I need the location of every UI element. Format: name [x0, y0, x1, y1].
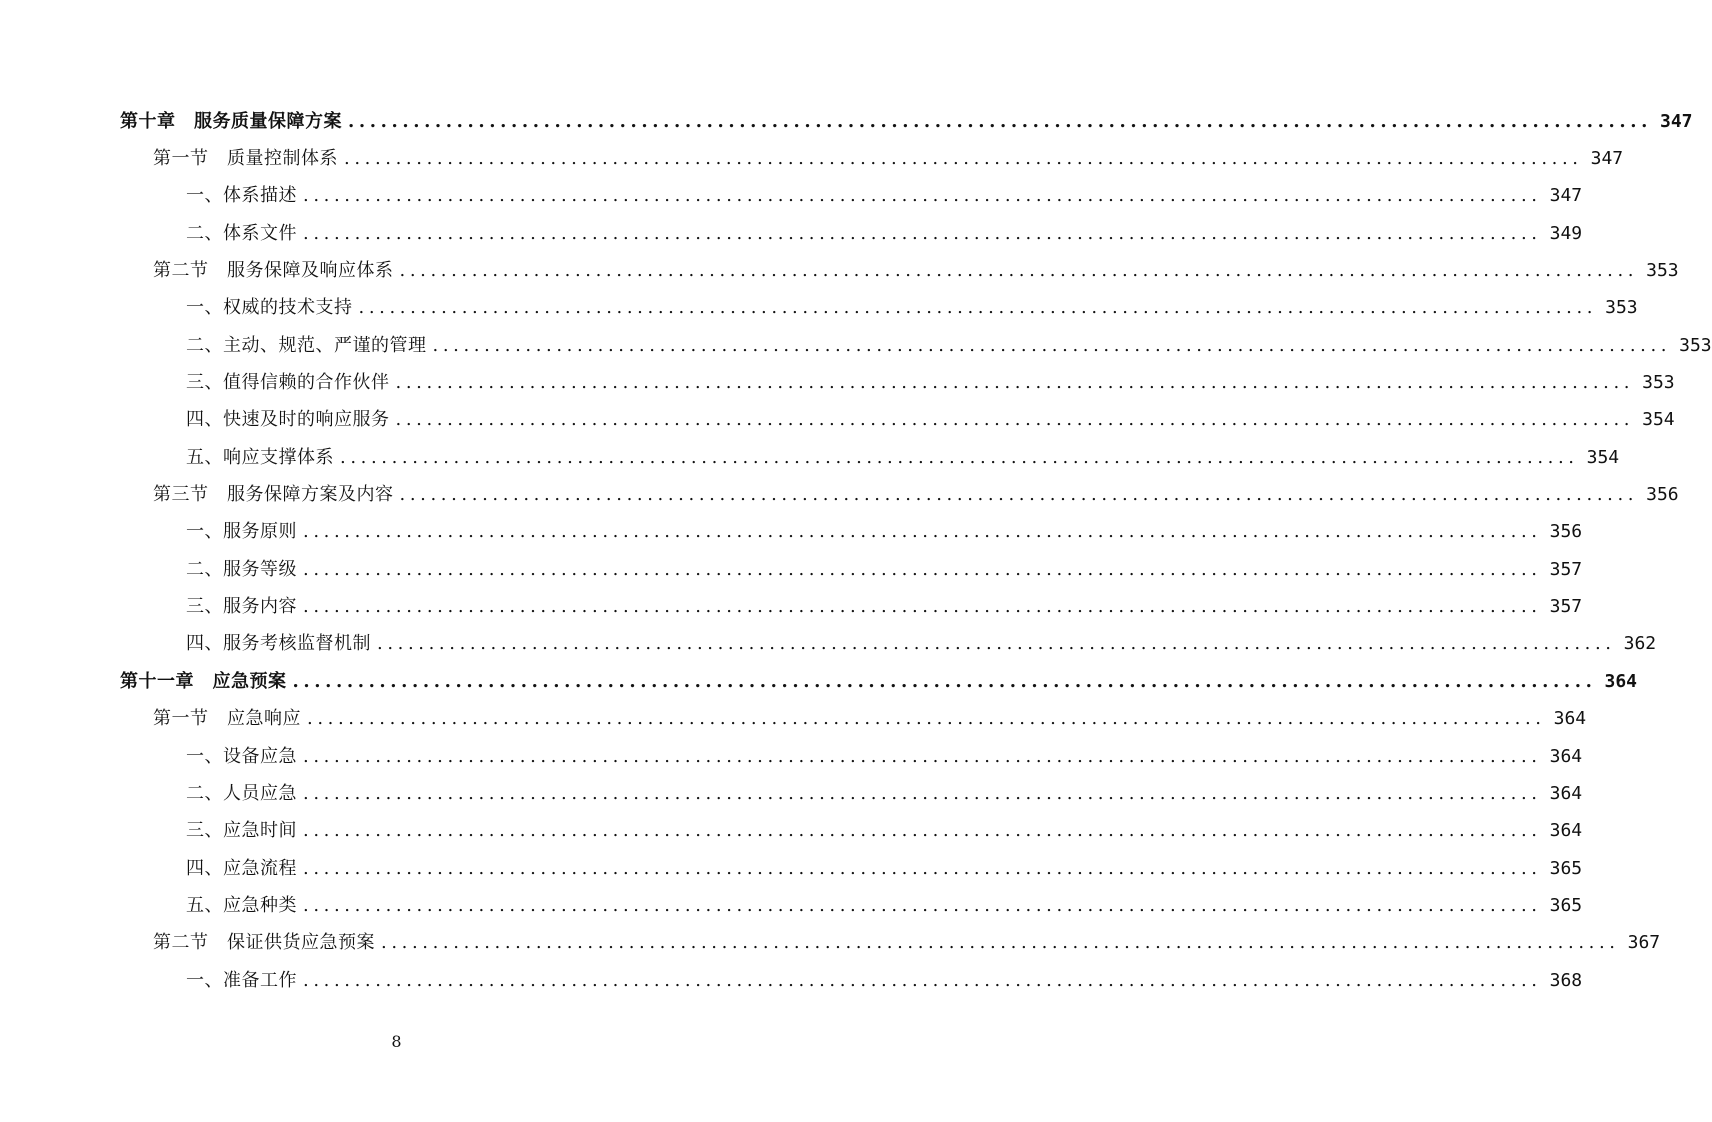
toc-entry-page: 365	[1549, 894, 1583, 916]
toc-dot-leader: ........................................................................................................................	[344, 148, 1583, 170]
toc-entry-label: 一、服务原则	[186, 521, 297, 543]
toc-entry-label: 五、应急种类	[186, 894, 297, 916]
toc-entry-subsection[interactable]	[0, 736, 1583, 773]
toc-dot-leader: ........................................................................................................................	[395, 409, 1635, 431]
toc-dot-leader: ........................................................................................................................	[303, 969, 1542, 991]
toc-entry-label: 二、服务等级	[186, 558, 297, 580]
toc-entry-page: 354	[1586, 446, 1620, 468]
toc-dot-leader: ........................................................................................................................	[303, 222, 1542, 244]
toc-entry-subsection[interactable]	[0, 512, 1583, 549]
toc-entry-page: 347	[1549, 185, 1583, 207]
toc-entry-page: 362	[1623, 633, 1657, 655]
toc-entry-label: 第十章 服务质量保障方案	[120, 110, 342, 132]
toc-entry-label: 第二节 服务保障及响应体系	[153, 260, 394, 282]
toc-entry-section[interactable]	[0, 474, 1679, 511]
toc-entry-label: 第三节 服务保障方案及内容	[153, 484, 394, 506]
toc-entry-page: 356	[1549, 521, 1583, 543]
toc-entry-label: 四、服务考核监督机制	[186, 633, 371, 655]
toc-dot-leader: ........................................................................................................................	[307, 708, 1546, 730]
toc-dot-leader: ........................................................................................................................	[303, 857, 1542, 879]
toc-entry-page: 364	[1549, 745, 1583, 767]
toc-entry-page: 349	[1549, 222, 1583, 244]
toc-entry-page: 353	[1679, 334, 1712, 356]
toc-dot-leader: ........................................................................................................................	[303, 782, 1542, 804]
toc-entry-label: 一、准备工作	[186, 969, 297, 991]
toc-dot-leader: ........................................................................................................................	[292, 670, 1597, 692]
toc-entry-label: 一、体系描述	[186, 185, 297, 207]
toc-dot-leader: ........................................................................................................................	[303, 820, 1542, 842]
toc-entry-page: 364	[1549, 820, 1583, 842]
toc-entry-subsection[interactable]	[0, 586, 1583, 623]
toc-entry-subsection[interactable]	[0, 288, 1638, 325]
toc-entry-page: 368	[1549, 969, 1583, 991]
toc-entry-label: 第一节 质量控制体系	[153, 148, 338, 170]
toc-entry-section[interactable]	[0, 699, 1587, 736]
toc-entry-page: 353	[1605, 297, 1638, 319]
toc-entry-page: 357	[1549, 596, 1583, 618]
toc-entry-label: 二、体系文件	[186, 222, 297, 244]
toc-entry-label: 二、人员应急	[186, 782, 297, 804]
toc-entry-label: 四、快速及时的响应服务	[186, 409, 390, 431]
toc-dot-leader: ........................................................................................................................	[395, 372, 1635, 394]
toc-entry-subsection[interactable]	[0, 213, 1583, 250]
toc-entry-page: 367	[1627, 932, 1661, 954]
toc-entry-subsection[interactable]	[0, 624, 1657, 661]
toc-dot-leader: ........................................................................................................................	[303, 558, 1542, 580]
toc-entry-label: 第二节 保证供货应急预案	[153, 932, 375, 954]
toc-dot-leader: ........................................................................................................................	[303, 596, 1542, 618]
toc-entry-subsection[interactable]	[0, 400, 1675, 437]
toc-entry-label: 三、值得信赖的合作伙伴	[186, 372, 390, 394]
toc-entry-page: 353	[1646, 260, 1679, 282]
toc-entry-chapter-11[interactable]	[0, 661, 1638, 698]
toc-dot-leader: ........................................................................................................................	[340, 446, 1579, 468]
toc-dot-leader: ........................................................................................................................	[399, 260, 1639, 282]
toc-entry-page: 364	[1604, 670, 1638, 692]
toc-entry-page: 347	[1660, 110, 1693, 132]
toc-entry-subsection[interactable]	[0, 176, 1583, 213]
toc-entry-subsection[interactable]	[0, 325, 1712, 362]
toc-entry-label: 一、权威的技术支持	[186, 297, 353, 319]
toc-entry-subsection[interactable]	[0, 848, 1583, 885]
toc-dot-leader: ........................................................................................................................	[348, 110, 1652, 132]
toc-entry-section[interactable]	[0, 138, 1624, 175]
toc-dot-leader: ........................................................................................................................	[303, 745, 1542, 767]
toc-entry-label: 第十一章 应急预案	[120, 670, 287, 692]
toc-entry-page: 347	[1590, 148, 1624, 170]
toc-dot-leader: ........................................................................................................................	[358, 297, 1598, 319]
toc-dot-leader: ........................................................................................................................	[399, 484, 1639, 506]
toc-dot-leader: ........................................................................................................................	[303, 521, 1542, 543]
page-number: 8	[391, 1032, 402, 1051]
toc-entry-page: 364	[1549, 782, 1583, 804]
toc-entry-label: 第一节 应急响应	[153, 708, 301, 730]
toc-entry-subsection[interactable]	[0, 362, 1675, 399]
toc-entry-section[interactable]	[0, 250, 1679, 287]
toc-entry-label: 二、主动、规范、严谨的管理	[186, 334, 427, 356]
toc-entry-subsection[interactable]	[0, 885, 1583, 922]
toc-entry-page: 356	[1646, 484, 1679, 506]
toc-entry-subsection[interactable]	[0, 811, 1583, 848]
toc-dot-leader: ........................................................................................................................	[303, 185, 1542, 207]
toc-dot-leader: ........................................................................................................................	[381, 932, 1620, 954]
toc-entry-chapter-10[interactable]	[0, 101, 1693, 138]
toc-entry-subsection[interactable]	[0, 437, 1620, 474]
toc-entry-page: 354	[1642, 409, 1675, 431]
toc-dot-leader: ........................................................................................................................	[303, 894, 1542, 916]
toc-entry-page: 364	[1553, 708, 1587, 730]
toc-entry-subsection[interactable]	[0, 549, 1583, 586]
toc-entry-label: 三、服务内容	[186, 596, 297, 618]
toc-entry-page: 353	[1642, 372, 1675, 394]
toc-entry-label: 一、设备应急	[186, 745, 297, 767]
toc-dot-leader: ........................................................................................................................	[377, 633, 1616, 655]
toc-entry-label: 三、应急时间	[186, 820, 297, 842]
toc-entry-subsection[interactable]	[0, 773, 1583, 810]
toc-entry-subsection[interactable]	[0, 960, 1583, 997]
toc-dot-leader: ........................................................................................................................	[432, 334, 1672, 356]
toc-entry-page: 357	[1549, 558, 1583, 580]
toc-entry-page: 365	[1549, 857, 1583, 879]
toc-entry-section[interactable]	[0, 923, 1661, 960]
toc-entry-label: 五、响应支撑体系	[186, 446, 334, 468]
toc-entry-label: 四、应急流程	[186, 857, 297, 879]
table-of-contents	[0, 101, 1712, 997]
